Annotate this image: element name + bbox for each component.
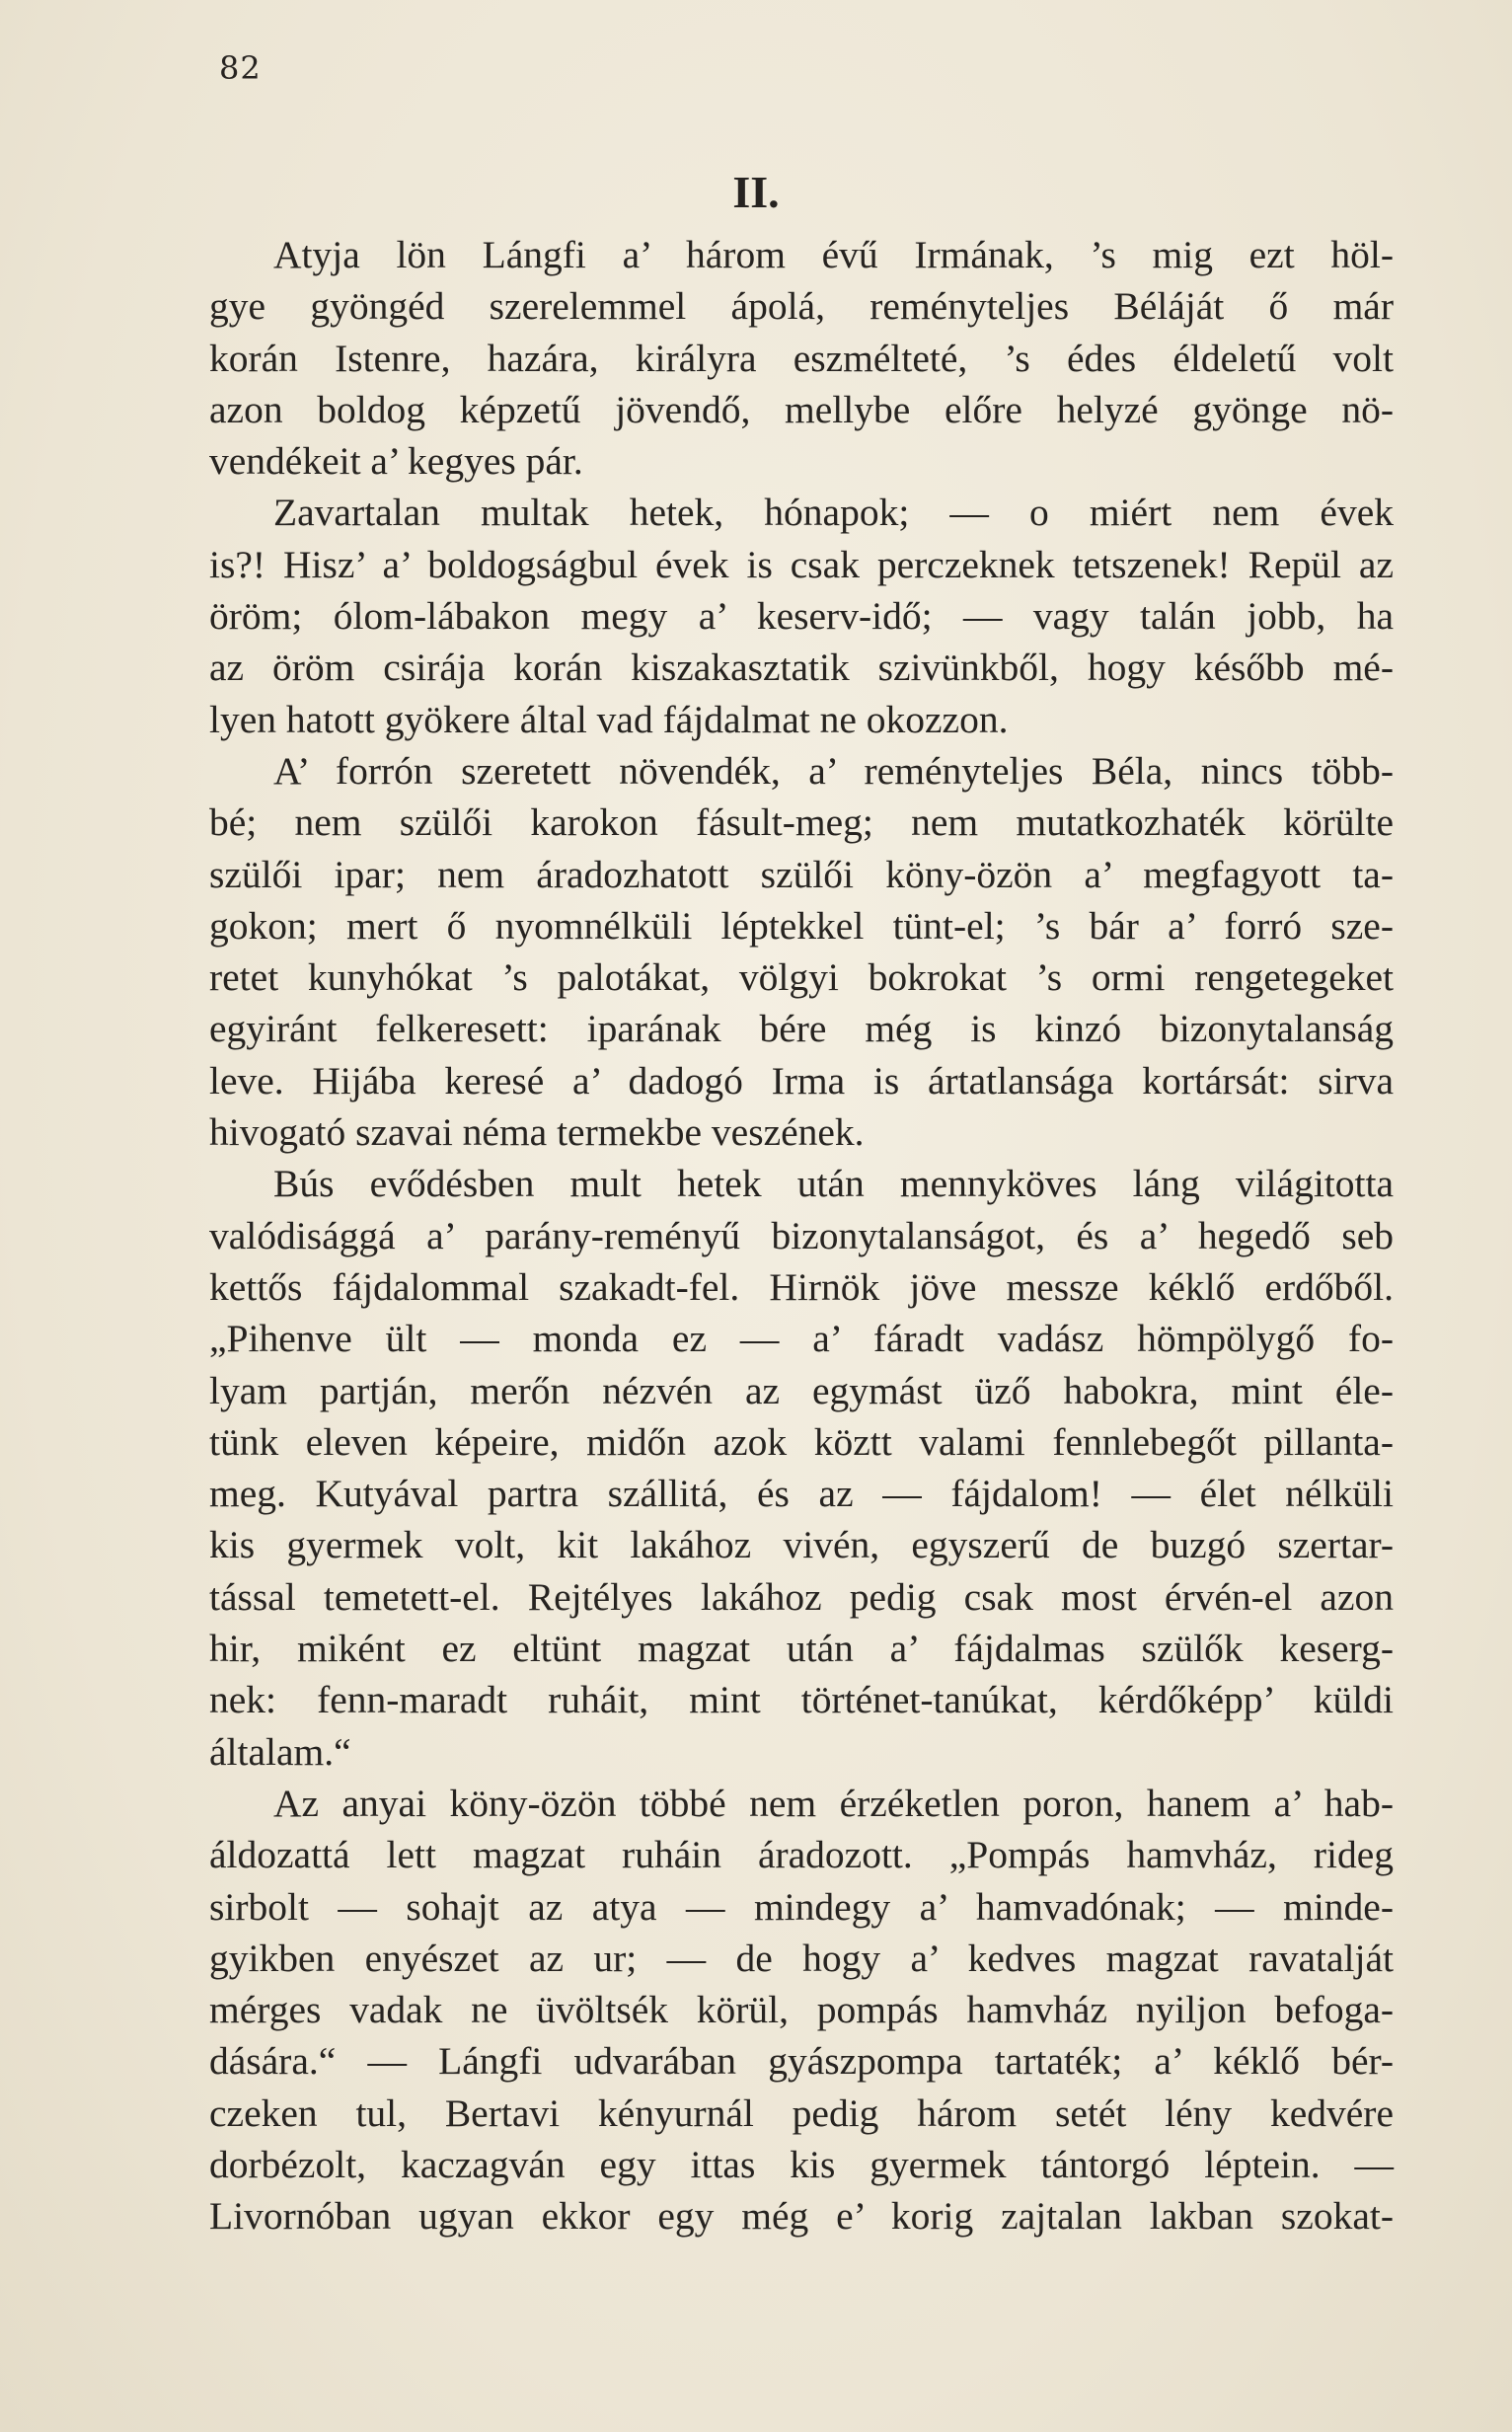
text-line: gye gyöngéd szerelemmel ápolá, reményteljes Béláját ő már (209, 284, 1394, 329)
text-line: azon boldog képzetű jövendő, mellybe előre helyzé gyönge nö- (209, 387, 1394, 431)
text-line: dorbézolt, kaczagván egy ittas kis gyermek tántorgó léptein. — (209, 2142, 1394, 2186)
text-line: tünk eleven képeire, midőn azok köztt valami fennlebegőt pillanta- (209, 1419, 1394, 1464)
text-line: Bús evődésben mult hetek után mennyköves láng világitotta (273, 1162, 1394, 1206)
text-line: kis gyermek volt, kit lakához vivén, egyszerű de buzgó szertar- (209, 1523, 1394, 1567)
text-line: leve. Hijába keresé a’ dadogó Irma is ártatlansága kortársát: sirva (209, 1058, 1394, 1102)
text-line: az öröm csirája korán kiszakasztatik szivünkből, hogy később mé- (209, 646, 1394, 690)
text-line: általam.“ (209, 1729, 351, 1774)
text-line: lyen hatott gyökere által vad fájdalmat ne okozzon. (209, 697, 1009, 741)
text-line: egyiránt felkeresett: iparának bére még is kinzó bizonytalanság (209, 1007, 1394, 1051)
text-line: korán Istenre, hazára, királyra eszmélteté, ’s édes éldeletű volt (209, 336, 1394, 380)
text-line: Zavartalan multak hetek, hónapok; — o miért nem évek (273, 491, 1394, 535)
page-number: 82 (219, 49, 262, 87)
text-line: hivogató szavai néma termekbe veszének. (209, 1110, 865, 1155)
text-line: meg. Kutyával partra szállitá, és az — fájdalom! — élet nélküli (209, 1472, 1394, 1516)
text-line: retet kunyhókat ’s palotákat, völgyi bokrokat ’s ormi rengetegeket (209, 955, 1394, 1000)
text-line: gokon; mert ő nyomnélküli léptekkel tünt-el; ’s bár a’ forró sze- (209, 903, 1394, 948)
text-line: áldozattá lett magzat ruháin áradozott. „Pompás hamvház, rideg (209, 1833, 1394, 1877)
text-line: kettős fájdalommal szakadt-fel. Hirnök jöve messze kéklő erdőből. (209, 1264, 1394, 1309)
chapter-heading: II. (732, 167, 780, 217)
text-line: czeken tul, Bertavi kényurnál pedig három setét lény kedvére (209, 2090, 1394, 2135)
text-line: bé; nem szülői karokon fásult-meg; nem mutatkozhaték körülte (209, 800, 1394, 845)
text-line: mérges vadak ne üvöltsék körül, pompás hamvház nyiljon befoga- (209, 1988, 1394, 2032)
text-line: öröm; ólom-lábakon megy a’ keserv-idő; — vagy talán jobb, ha (209, 594, 1394, 639)
text-line: vendékeit a’ kegyes pár. (209, 439, 583, 484)
text-line: hir, miként ez eltünt magzat után a’ fájdalmas szülők keserg- (209, 1627, 1394, 1671)
text-line: lyam partján, merőn nézvén az egymást üző habokra, mint éle- (209, 1368, 1394, 1412)
text-line: „Pihenve ült — monda ez — a’ fáradt vadász hömpölygő fo- (209, 1317, 1394, 1361)
text-line: Az anyai köny-özön többé nem érzéketlen poron, hanem a’ hab- (273, 1781, 1394, 1825)
text-line: gyikben enyészet az ur; — de hogy a’ kedves magzat ravatalját (209, 1936, 1394, 1980)
text-line: dására.“ — Lángfi udvarában gyászpompa tartaték; a’ kéklő bér- (209, 2039, 1394, 2084)
text-line: A’ forrón szeretett növendék, a’ reményteljes Béla, nincs több- (273, 748, 1394, 793)
text-line: szülői ipar; nem áradozhatott szülői köny-özön a’ megfagyott ta- (209, 852, 1394, 896)
text-line: sirbolt — sohajt az atya — mindegy a’ hamvadónak; — minde- (209, 1884, 1394, 1929)
body-text (209, 229, 1394, 2242)
text-line: valódisággá a’ parány-reményű bizonytalanságot, és a’ hegedő seb (209, 1213, 1394, 1257)
text-line: Livornóban ugyan ekkor egy még e’ korig zajtalan lakban szokat- (209, 2194, 1394, 2239)
text-line: tással temetett-el. Rejtélyes lakához pedig csak most érvén-el azon (209, 1574, 1394, 1619)
text-line: Atyja lön Lángfi a’ három évű Irmának, ’s mig ezt höl- (273, 233, 1394, 276)
text-line: nek: fenn-maradt ruháit, mint történet-tanúkat, kérdőképp’ küldi (209, 1678, 1394, 1722)
text-line: is?! Hisz’ a’ boldogságbul évek is csak perczeknek tetszenek! Repül az (209, 542, 1394, 586)
